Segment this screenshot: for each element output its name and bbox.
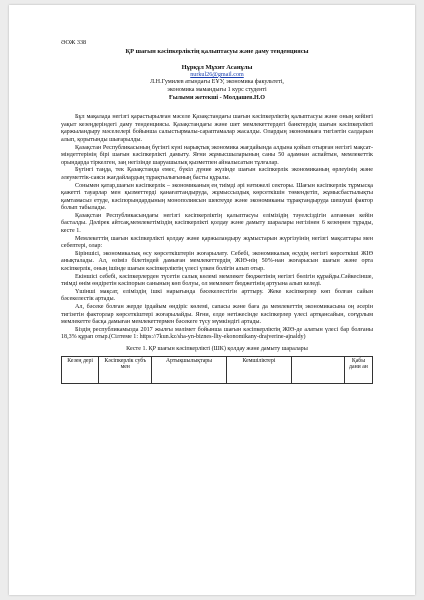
paragraph: Ал, бәсеке болған жерде ірдайым өндіріс көлемі, сапасы және баға да мемлекеттің экономикасына оң әсерін тигізетін факторлар көрсеткіштері жоғарылайды. Яғни, елде нетіжесінде кәсіпкерлер үлесі артқансайын, соғұрлым мемлекетте басқа дамыған мемлекеттермен бәсекеге түсу мүмкіндігі артады. bbox=[61, 304, 373, 326]
support-measures-table bbox=[61, 356, 373, 384]
paragraph: Қазақстан Республикасындағы негізгі кәсіпкерліктің қалыптасуы елімізідің тәуелсіздігін алғаннан кейін басталды. Дәлірек айтсақ,мемлекетіміздің кәсіпкерлікті қолдау және дамыту шаралары негізінен 6 кезеңнен тұрады, кесте 1. bbox=[61, 212, 373, 235]
paragraph: Үшінші мақсат, еліміздің ішкі нарығында бәсекелестігін арттыру. Жеке кәсіпкерлер көп болған сайын бәсекелестік артады. bbox=[61, 288, 373, 303]
affiliation-line-1: Л.Н.Гумилев атындағы ЕҰУ, экономика факультеті, bbox=[150, 79, 284, 86]
table-header-cell: Кемшіліктері bbox=[226, 356, 291, 383]
author-email-link[interactable]: nurkul26@gmail.com bbox=[190, 71, 244, 78]
table-header-cell: Кезең дері bbox=[62, 356, 99, 383]
supervisor: Ғылыми жетекші - Молдашев.Н.О bbox=[168, 94, 265, 101]
table-header-row bbox=[62, 356, 373, 383]
paragraph: Біздің республикамызда 2017 жылғы мәлімет бойынша шағын кәсіпкерліктің ЖІӨ-де алатын үлесі бар болғаны 18,3% құрап отыр.(Сілтеме 1: https://7kun.kz/sha-yn-biznes-llty-ekonomikany-drajverine-ajnaldy) bbox=[61, 326, 373, 341]
paragraph: Екіншісі себебі, кәсіпкерлерден түсетін салық көлемі мемлекет бюджетінің негізгі бөлігін құрайды.Сәйкесінше, тиімді өнім өндіретін кәсіпорын санының көп болуы, ол мемлекет бюджетінің артуына алып келеді. bbox=[61, 273, 373, 288]
table-header-cell: Қабы дани ан bbox=[344, 356, 372, 383]
affiliation-line-2: экономика мамандығы 1 курс студенті bbox=[167, 86, 267, 93]
paragraph: Бүгінгі таңда, тек Қазақстанда емес, бүкіл дүние жүзінде шағын кәсіпкерлік экономиканың өрлеуінің және әлеуметтік-саяси жағдайлардың тұрақтылығының басты құралы. bbox=[61, 167, 373, 181]
table-header-cell: Артықшылықтары bbox=[152, 356, 227, 383]
article-title: ҚР шағын кәсіпкерліктің қалыптасуы және даму тенденциясы bbox=[125, 47, 309, 55]
page-content bbox=[61, 39, 373, 384]
author-block bbox=[61, 64, 373, 102]
document-page bbox=[9, 5, 415, 595]
table-header-cell: Кәсіпкерлік субъ мен bbox=[99, 356, 152, 383]
table-header-cell bbox=[292, 356, 345, 383]
paragraph: Сонымен қатар,шағын кәсіпкерлік – экономиканың ең тиімді әрі нәтижелі секторы. Шағын кәсіпкерлік тұрмысқа қажетті тауарлар мен қызметтерді қанағаттандыруда, жұмыссыздық көрсеткішін төмендетіп, жұмысбастылықты қамтамасыз етуде, кәсіпорындардының монополиясын шектеуде және экономиканы тұрақтандыруда шешуші фактор болып табылады. bbox=[61, 182, 373, 212]
paragraph: Қазақстан Республикасының бүгінгі күні нарықтық экономика жағдайында алдына қойып отырған негізгі мақсат-міндеттерінің бірі шағын кәсіпкерлікті дамыту. Яғни жұмысшыларының саны 50 адамнан аспайтын, мемлекеттік орындарда тіркелген, заң негізінде шаруашылық қызметпен айналысатын тұлғалар. bbox=[61, 144, 373, 166]
paragraph: Мемлекеттің шағын кәсіпкерлікті қолдау және қаржыландыру жұмыстарын жүргізуінің негізгі мақсаттары мен себептері, олар: bbox=[61, 235, 373, 250]
udc-code: ӘОЖ 338 bbox=[61, 39, 87, 46]
table-caption: Кесте 1. ҚР шағын кәсіпкерлікті (ШК) қолдау және дамыту шаралары bbox=[126, 345, 308, 352]
author-name: Нұрқұл Мұхит Асанұлы bbox=[181, 64, 253, 72]
article-body bbox=[61, 114, 373, 342]
paragraph: Бұл мақалада негізгі қарастырылған мәселе Қазақстандағы шағын кәсіпкерліктің қалыптасуы және оның кейінгі уақыт кезеңдеріндегі даму тенденциясы. Қазақстандағы және шет мемлекеттердегі банктердің шағын кәсіпкерлікті қаржыландыру мәселелері бойынша салыстырмалы-сараптамалар жасалды. Олардың экономикаға тигізетін салдарын алып, қорытынды шығарылды. bbox=[61, 114, 373, 143]
paragraph: Біріншісі, экономикалық өсу көрсеткіштерін жоғарылату. Себебі, экономикалық өсудің негізгі көрсеткіші ЖІӨ анықталады. Ал, өзіміз білетіндей дамыған мемлекеттердің ЖІӨ-нің 50%-нан жоғарысын шағын және орта кәсіпкерлік, оның ішінде шағын кәсіпкерліктің үлесі үлкен болігін алып отыр. bbox=[61, 250, 373, 273]
